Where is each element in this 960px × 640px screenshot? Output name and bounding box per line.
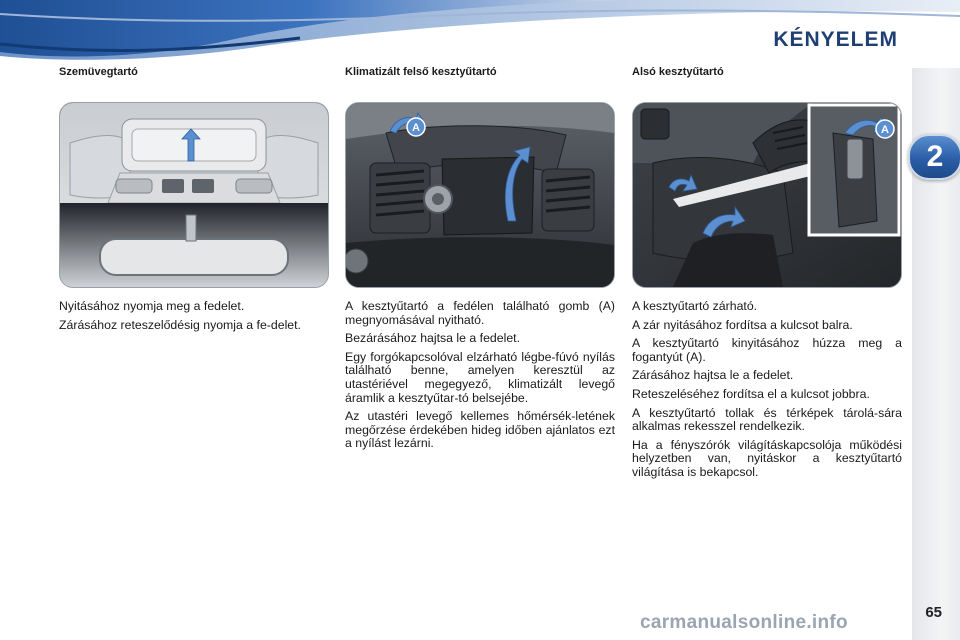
section-sunglasses-holder (59, 66, 329, 337)
section-body (632, 300, 902, 480)
section-body (59, 300, 329, 332)
paragraph: A kesztyűtartó kinyitásához húzza meg a fogantyút (A). (632, 336, 902, 364)
lower-glovebox-illustration (632, 102, 902, 288)
section-title: Alsó kesztyűtartó (632, 66, 724, 78)
paragraph: Ha a fényszórók világításkapcsolója működési helyzetben van, nyitáskor a kesztyűtartó világítása is bekapcsol. (632, 437, 902, 479)
section-lower-glovebox (632, 66, 902, 485)
watermark-text: carmanualsonline.info (640, 612, 848, 633)
chapter-tab[interactable]: 2 (908, 134, 960, 180)
paragraph: A zár nyitásához fordítsa a kulcsot balra. (632, 317, 853, 332)
callout-letter: A (412, 122, 420, 134)
paragraph: Zárásához hajtsa le a fedelet. (632, 368, 794, 383)
upper-glovebox-illustration (345, 102, 615, 288)
paragraph: Zárásához reteszelődésig nyomja a fe-delet. (59, 317, 301, 332)
section-upper-glovebox (345, 66, 615, 456)
sunglasses-holder-illustration (59, 102, 329, 288)
page-number: 65 (925, 604, 942, 621)
section-title: Szemüvegtartó (59, 66, 138, 78)
paragraph: Reteszeléséhez fordítsa el a kulcsot jobbra. (632, 386, 870, 401)
callout-letter: A (881, 124, 889, 136)
paragraph: A kesztyűtartó a fedélen található gomb (A) megnyomásával nyitható. (345, 299, 615, 327)
paragraph: Az utastéri levegő kellemes hőmérsék-letének megőrzése érdekében hideg időben ajánlatos ezt a nyílást lezárni. (345, 409, 615, 451)
section-body (345, 300, 615, 451)
paragraph: A kesztyűtartó tollak és térképek tárolá-sára alkalmas rekesszel rendelkezik. (632, 405, 902, 434)
paragraph: Nyitásához nyomja meg a fedelet. (59, 299, 245, 313)
section-title: Klimatizált felső kesztyűtartó (345, 66, 497, 78)
paragraph: Egy forgókapcsolóval elzárható légbe-fúvó nyílás található benne, amelyen keresztül az utastériével megegyező, klimatizált levegő áramlik a kesztyűtar-tó belsejébe. (345, 349, 615, 405)
paragraph: A kesztyűtartó zárható. (632, 299, 758, 313)
paragraph: Bezárásához hajtsa le a fedelet. (345, 331, 521, 346)
chapter-title: KÉNYELEM (773, 28, 898, 51)
